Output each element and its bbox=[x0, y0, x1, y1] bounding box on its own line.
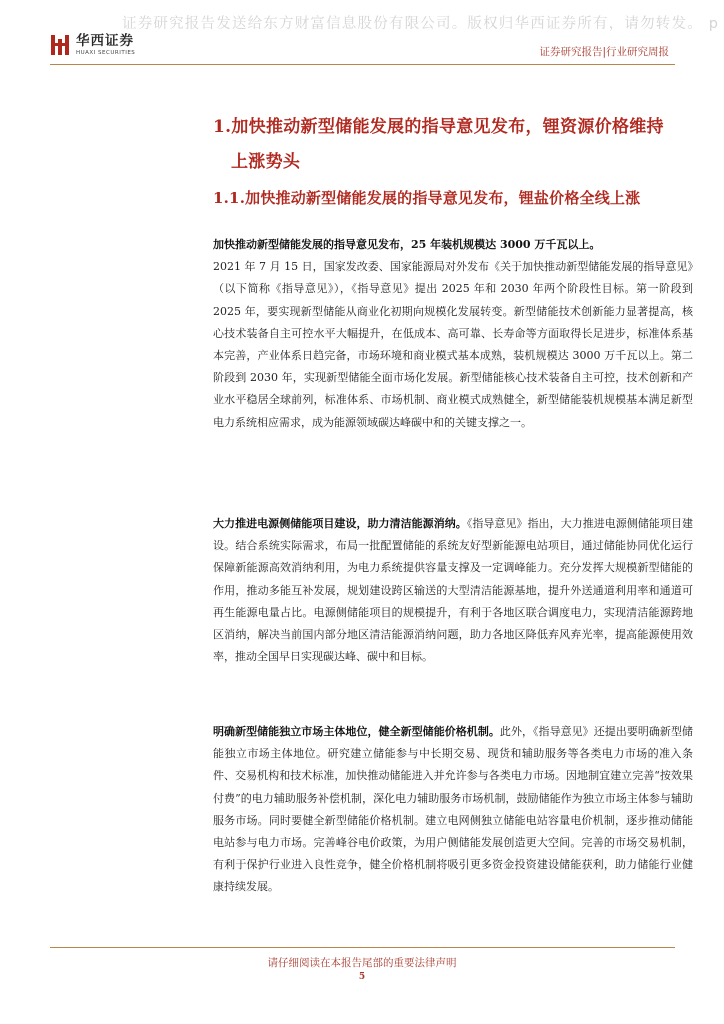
paragraph-source-side-storage bbox=[213, 513, 693, 668]
footer-divider bbox=[50, 947, 675, 948]
legal-notice: 请仔细阅读在本报告尾部的重要法律声明 bbox=[267, 957, 457, 969]
logo-chinese-name: 华西证券 bbox=[76, 32, 134, 49]
section-heading-1-1: 1.1.加快推动新型储能发展的指导意见发布，锂盐价格全线上涨 bbox=[213, 189, 641, 207]
paragraph-body: 《指导意见》指出，大力推进电源侧储能项目建设。结合系统实际需求，布局一批配置储能的系统友好型新能源电站项目，通过储能协同优化运行保障新能源高效消纳利用，为电力系统提供容量支撑及一定调峰能力。充分发挥大规模新型储能的作用，推动多能互补发展，规划建设跨区输送的大型清洁能源基地，提升外送通道利用率和通道可再生能源电量占比。电源侧储能项目的规模提升，有利于各地区联合调度电力，实现清洁能源跨地区消纳，解决当前国内部分地区清洁能源消纳问题，助力各地区降低弃风弃光率，提高能源使用效率，推动全国早日实现碳达峰、碳中和目标。 bbox=[213, 517, 694, 664]
logo-mark-icon bbox=[50, 33, 70, 57]
section-heading-1 bbox=[213, 110, 693, 180]
company-logo bbox=[50, 33, 135, 57]
paragraph-body: 2021 年 7 月 15 日，国家发改委、国家能源局对外发布《关于加快推动新型储能发展的指导意见》（以下简称《指导意见》），《指导意见》提出 2025 年和 2030 年两个阶段性目标。第一阶段到 2025 年，要实现新型储能从商业化初期向规模化发展转变。新型储能技术创新能力显著提高，核心技术装备自主可控水平大幅提升，在低成本、高可靠、长寿命等方面取得长足进步，标准体系基本完善，产业体系日趋完备，市场环境和商业模式基本成熟，装机规模达 3000 万千瓦以上。第二阶段到 2030 年，实现新型储能全面市场化发展。新型储能核心技术装备自主可控，技术创新和产业水平稳居全球前列，标准体系、市场机制、商业模式成熟健全，新型储能装机规模基本满足新型电力系统相应需求，成为能源领域碳达峰碳中和的关键支撑之一。 bbox=[213, 260, 693, 429]
paragraph-body: 此外，《指导意见》还提出要明确新型储能独立市场主体地位。研究建立储能参与中长期交易、现货和辅助服务等各类电力市场的准入条件、交易机构和技术标准，加快推动储能进入并允许参与各类电力市场。因地制宜建立完善“按效果付费”的电力辅助服务补偿机制，深化电力辅助服务市场机制，鼓励储能作为独立市场主体参与辅助服务市场。同时要健全新型储能价格机制。建立电网侧独立储能电站容量电价机制，逐步推动储能电站参与电力市场。完善峰谷电价政策，为用户侧储能发展创造更大空间。完善的市场交易机制，有利于保护行业进入良性竞争，健全价格机制将吸引更多资金投资建设储能获利，助力储能行业健康持续发展。 bbox=[213, 725, 693, 894]
watermark-text: 证券研究报告发送给东方财富信息股份有限公司。版权归华西证券所有，请勿转发。 p bbox=[122, 16, 720, 32]
paragraph-lead: 明确新型储能独立市场主体地位，健全新型储能价格机制。 bbox=[213, 725, 500, 738]
header-divider bbox=[50, 64, 675, 65]
report-type-label: 证券研究报告|行业研究周报 bbox=[539, 46, 669, 58]
logo-english-name: HUAXI SECURITIES bbox=[76, 49, 136, 56]
paragraph-market-mechanism bbox=[213, 721, 693, 899]
heading-1-line-2: 上涨势头 bbox=[231, 152, 301, 172]
paragraph-energy-storage-targets bbox=[213, 234, 693, 434]
paragraph-lead: 大力推进电源侧储能项目建设，助力清洁能源消纳。 bbox=[213, 517, 467, 530]
heading-1-line-1: 1.加快推动新型储能发展的指导意见发布，锂资源价格维持 bbox=[213, 117, 664, 137]
paragraph-lead: 加快推动新型储能发展的指导意见发布，25 年装机规模达 3000 万千瓦以上。 bbox=[213, 238, 601, 251]
page-number: 5 bbox=[358, 972, 366, 982]
